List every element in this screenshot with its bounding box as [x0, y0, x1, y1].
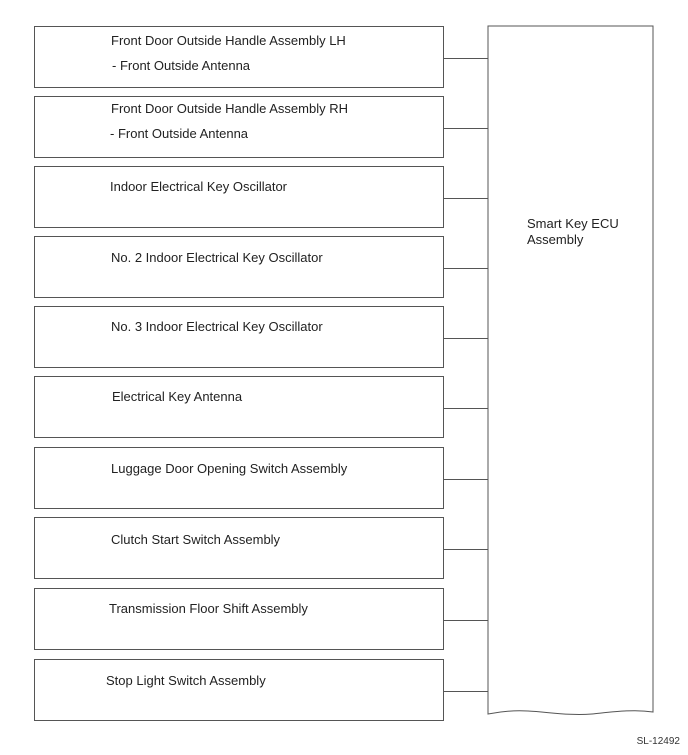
figure-id: SL-12492	[636, 736, 680, 747]
component-label: Luggage Door Opening Switch Assembly	[111, 461, 348, 476]
component-sublabel: - Front Outside Antenna	[112, 58, 251, 73]
component-label: Transmission Floor Shift Assembly	[109, 601, 308, 616]
ecu-label	[527, 216, 619, 248]
component-sublabel: - Front Outside Antenna	[110, 126, 249, 141]
ecu-outline	[488, 26, 653, 715]
component-label: Front Door Outside Handle Assembly LH	[111, 33, 346, 48]
ecu-label-line2: Assembly	[527, 232, 584, 247]
component-label: Stop Light Switch Assembly	[106, 673, 266, 688]
ecu-label-line1: Smart Key ECU	[527, 216, 619, 231]
component-label: No. 2 Indoor Electrical Key Oscillator	[111, 250, 323, 265]
component-label: Clutch Start Switch Assembly	[111, 532, 281, 547]
component-label: Front Door Outside Handle Assembly RH	[111, 101, 348, 116]
component-label: Indoor Electrical Key Oscillator	[110, 179, 288, 194]
component-label: No. 3 Indoor Electrical Key Oscillator	[111, 319, 323, 334]
component-label: Electrical Key Antenna	[112, 389, 243, 404]
